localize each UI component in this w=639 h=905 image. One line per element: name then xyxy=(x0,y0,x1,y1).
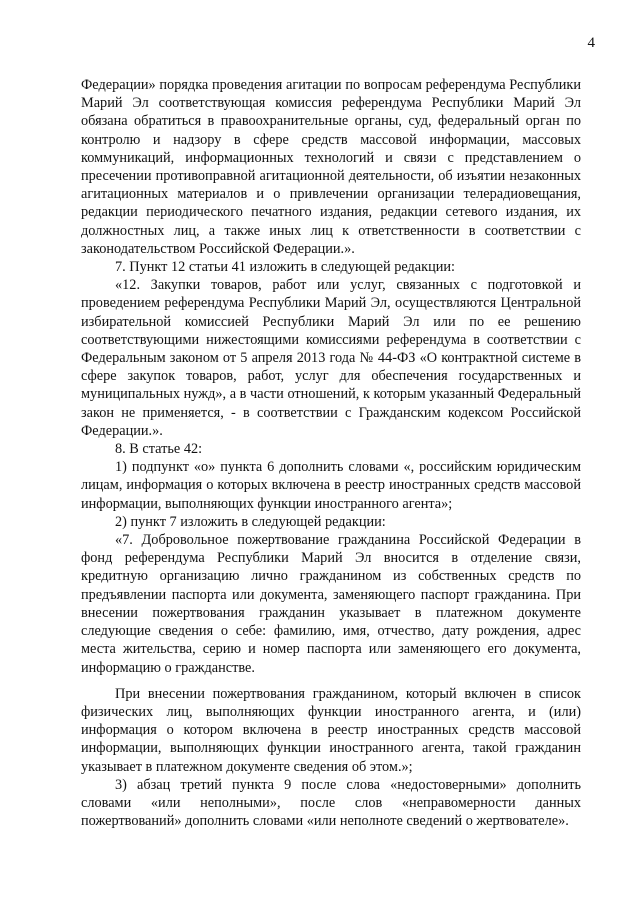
paragraph-foreign-agent: При внесении пожертвования гражданином, который включен в список физических лиц, выполняющих функции иностранного агента, и (или) информация о котором включена в реестр иностранных средств массовой информации, выполняющих функции иностранного агента, такой гражданин указывает в платежном документе сведения об этом.»; xyxy=(81,685,581,775)
paragraph-subitem-1: 1) подпункт «о» пункта 6 дополнить словами «, российским юридическим лицам, информация о которых включена в реестр иностранных средств массовой информации, выполняющих функции иностранного агента»; xyxy=(81,459,581,512)
document-body xyxy=(81,76,581,830)
paragraph-subitem-2: 2) пункт 7 изложить в следующей редакции: xyxy=(115,513,386,530)
paragraph-item-8: 8. В статье 42: xyxy=(115,441,203,458)
page-number: 4 xyxy=(587,35,595,51)
paragraph-point-7-text: «7. Добровольное пожертвование гражданина Российской Федерации в фонд референдума Республики Марий Эл вносится в отделение связи, кредитную организацию лично гражданином из собственных средств по предъявлении паспорта или документа, заменяющего паспорт гражданина. При внесении пожертвования гражданин указывает в платежном документе следующие сведения о себе: фамилию, имя, отчество, дату рождения, адрес места жительства, серию и номер паспорта или заменяющего его документа, информацию о гражданстве. xyxy=(81,532,581,676)
paragraph-item-12-text: «12. Закупки товаров, работ или услуг, связанных с подготовкой и проведением референдума Республики Марий Эл, осуществляются Центральной избирательной комиссией Республики Марий Эл или по ее решению соответствующими нижестоящими комиссиями референдума в соответствии с Федеральным законом от 5 апреля 2013 года № 44-ФЗ «О контрактной системе в сфере закупок товаров, работ, услуг для обеспечения государственных и муниципальных нужд», а в части отношений, к которым указанный Федеральный закон не применяется, - в соответствии с Гражданским кодексом Российской Федерации.». xyxy=(81,277,581,439)
paragraph-continuation: Федерации» порядка проведения агитации по вопросам референдума Республики Марий Эл соответствующая комиссия референдума Республики Марий Эл обязана обратиться в правоохранительные органы, суд, федеральный орган по контролю и надзору в сфере средств массовой информации, массовых коммуникаций, информационных технологий и связи с представлением о пресечении противоправной агитационной деятельности, об изъятии незаконных агитационных материалов и о привлечении организации телерадиовещания, редакции периодического печатного издания, редакции сетевого издания, их должностных лиц, а также иных лиц к ответственности в соответствии с законодательством Российской Федерации.». xyxy=(81,77,581,257)
paragraph-item-7: 7. Пункт 12 статьи 41 изложить в следующей редакции: xyxy=(115,259,456,276)
paragraph-subitem-3: 3) абзац третий пункта 9 после слова «недостоверными» дополнить словами «или неполными», после слов «неправомерности данных пожертвований» дополнить словами «или неполноте сведений о жертвователе». xyxy=(81,776,581,830)
